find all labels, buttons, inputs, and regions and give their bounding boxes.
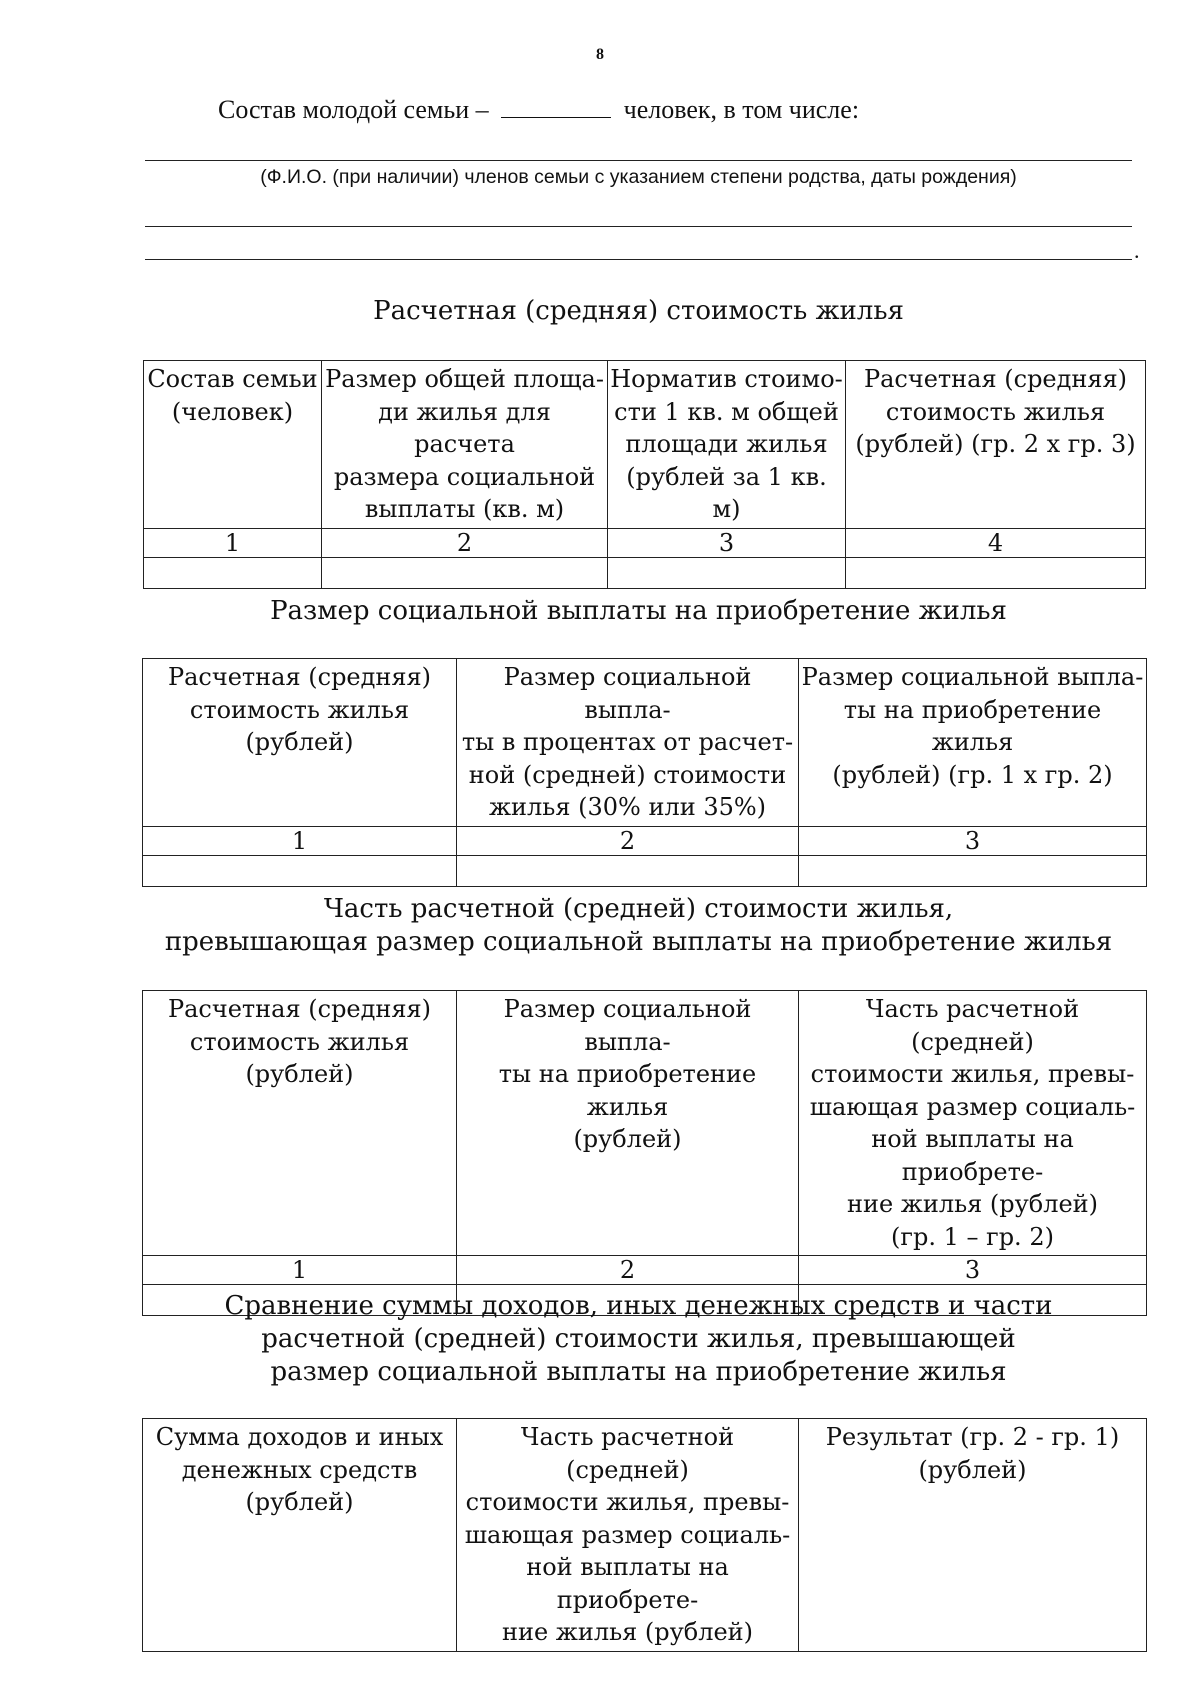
column-number: 3 bbox=[799, 826, 1147, 855]
header-cell: Размер социальной выпла- ты на приобретение жилья (рублей) (гр. 1 х гр. 2) bbox=[799, 659, 1147, 827]
column-number-row bbox=[143, 1256, 1147, 1285]
section3-title-line: Часть расчетной (средней) стоимости жилья, bbox=[323, 894, 954, 924]
column-number-row bbox=[143, 826, 1147, 855]
column-number: 1 bbox=[143, 826, 457, 855]
excess-cost-table bbox=[142, 990, 1147, 1316]
entry-cell[interactable] bbox=[143, 855, 457, 886]
entry-cell[interactable] bbox=[144, 557, 322, 588]
social-payment-table bbox=[142, 658, 1147, 887]
column-number: 3 bbox=[799, 1256, 1147, 1285]
entry-row bbox=[143, 855, 1147, 886]
section4-title bbox=[145, 1290, 1132, 1389]
header-row bbox=[143, 659, 1147, 827]
section4-title-line: Сравнение суммы доходов, иных денежных средств и части bbox=[224, 1291, 1053, 1321]
entry-cell[interactable] bbox=[799, 855, 1147, 886]
header-cell: Расчетная (средняя) стоимость жилья (рублей) (гр. 2 х гр. 3) bbox=[846, 361, 1146, 529]
column-number: 1 bbox=[144, 528, 322, 557]
composition-suffix: человек, в том числе: bbox=[623, 95, 860, 124]
entry-cell[interactable] bbox=[846, 557, 1146, 588]
header-cell: Расчетная (средняя) стоимость жилья (рублей) bbox=[143, 991, 457, 1256]
entry-cell[interactable] bbox=[322, 557, 608, 588]
section3-title bbox=[145, 893, 1132, 959]
entry-row bbox=[144, 557, 1146, 588]
composition-prefix: Состав молодой семьи – bbox=[218, 95, 489, 124]
entry-cell[interactable] bbox=[457, 855, 799, 886]
header-cell: Часть расчетной (средней) стоимости жилья, превы- шающая размер социаль- ной выплаты на приобрете- ние жилья (рублей) (гр. 1 – гр. 2) bbox=[799, 991, 1147, 1256]
header-cell: Размер социальной выпла- ты в процентах от расчет- ной (средней) стоимости жилья (30% или 35%) bbox=[457, 659, 799, 827]
housing-cost-table bbox=[143, 360, 1146, 589]
member-count-field[interactable] bbox=[501, 95, 611, 118]
section2-title: Размер социальной выплаты на приобретение жилья bbox=[270, 596, 1007, 626]
section3-title-line: превышающая размер социальной выплаты на приобретение жилья bbox=[164, 927, 1113, 957]
header-row bbox=[144, 361, 1146, 529]
header-row bbox=[143, 1419, 1147, 1652]
header-cell: Результат (гр. 2 - гр. 1) (рублей) bbox=[799, 1419, 1147, 1652]
column-number: 4 bbox=[846, 528, 1146, 557]
header-row bbox=[143, 991, 1147, 1256]
header-cell: Состав семьи (человек) bbox=[144, 361, 322, 529]
column-number: 2 bbox=[457, 826, 799, 855]
family-composition-line bbox=[218, 95, 859, 125]
column-number: 1 bbox=[143, 1256, 457, 1285]
column-number: 2 bbox=[457, 1256, 799, 1285]
column-number: 3 bbox=[608, 528, 846, 557]
members-fill-line-3[interactable] bbox=[145, 259, 1132, 260]
header-cell: Размер общей площа- ди жилья для расчета размера социальной выплаты (кв. м) bbox=[322, 361, 608, 529]
end-mark: . bbox=[1134, 238, 1140, 263]
income-comparison-table bbox=[142, 1418, 1147, 1652]
members-caption: (Ф.И.О. (при наличии) членов семьи с указанием степени родства, даты рождения) bbox=[260, 166, 1017, 188]
members-fill-line-1[interactable] bbox=[145, 160, 1132, 161]
column-number-row bbox=[144, 528, 1146, 557]
header-cell: Сумма доходов и иных денежных средств (рублей) bbox=[143, 1419, 457, 1652]
section4-title-line: размер социальной выплаты на приобретение жилья bbox=[270, 1357, 1007, 1387]
header-cell: Расчетная (средняя) стоимость жилья (рублей) bbox=[143, 659, 457, 827]
entry-cell[interactable] bbox=[608, 557, 846, 588]
header-cell: Норматив стоимо- сти 1 кв. м общей площади жилья (рублей за 1 кв. м) bbox=[608, 361, 846, 529]
section1-title: Расчетная (средняя) стоимость жилья bbox=[373, 296, 904, 326]
header-cell: Размер социальной выпла- ты на приобретение жилья (рублей) bbox=[457, 991, 799, 1256]
members-fill-line-2[interactable] bbox=[145, 226, 1132, 227]
page-number: 8 bbox=[596, 46, 604, 63]
section4-title-line: расчетной (средней) стоимости жилья, превышающей bbox=[261, 1324, 1016, 1354]
column-number: 2 bbox=[322, 528, 608, 557]
header-cell: Часть расчетной (средней) стоимости жилья, превы- шающая размер социаль- ной выплаты на приобрете- ние жилья (рублей) bbox=[457, 1419, 799, 1652]
